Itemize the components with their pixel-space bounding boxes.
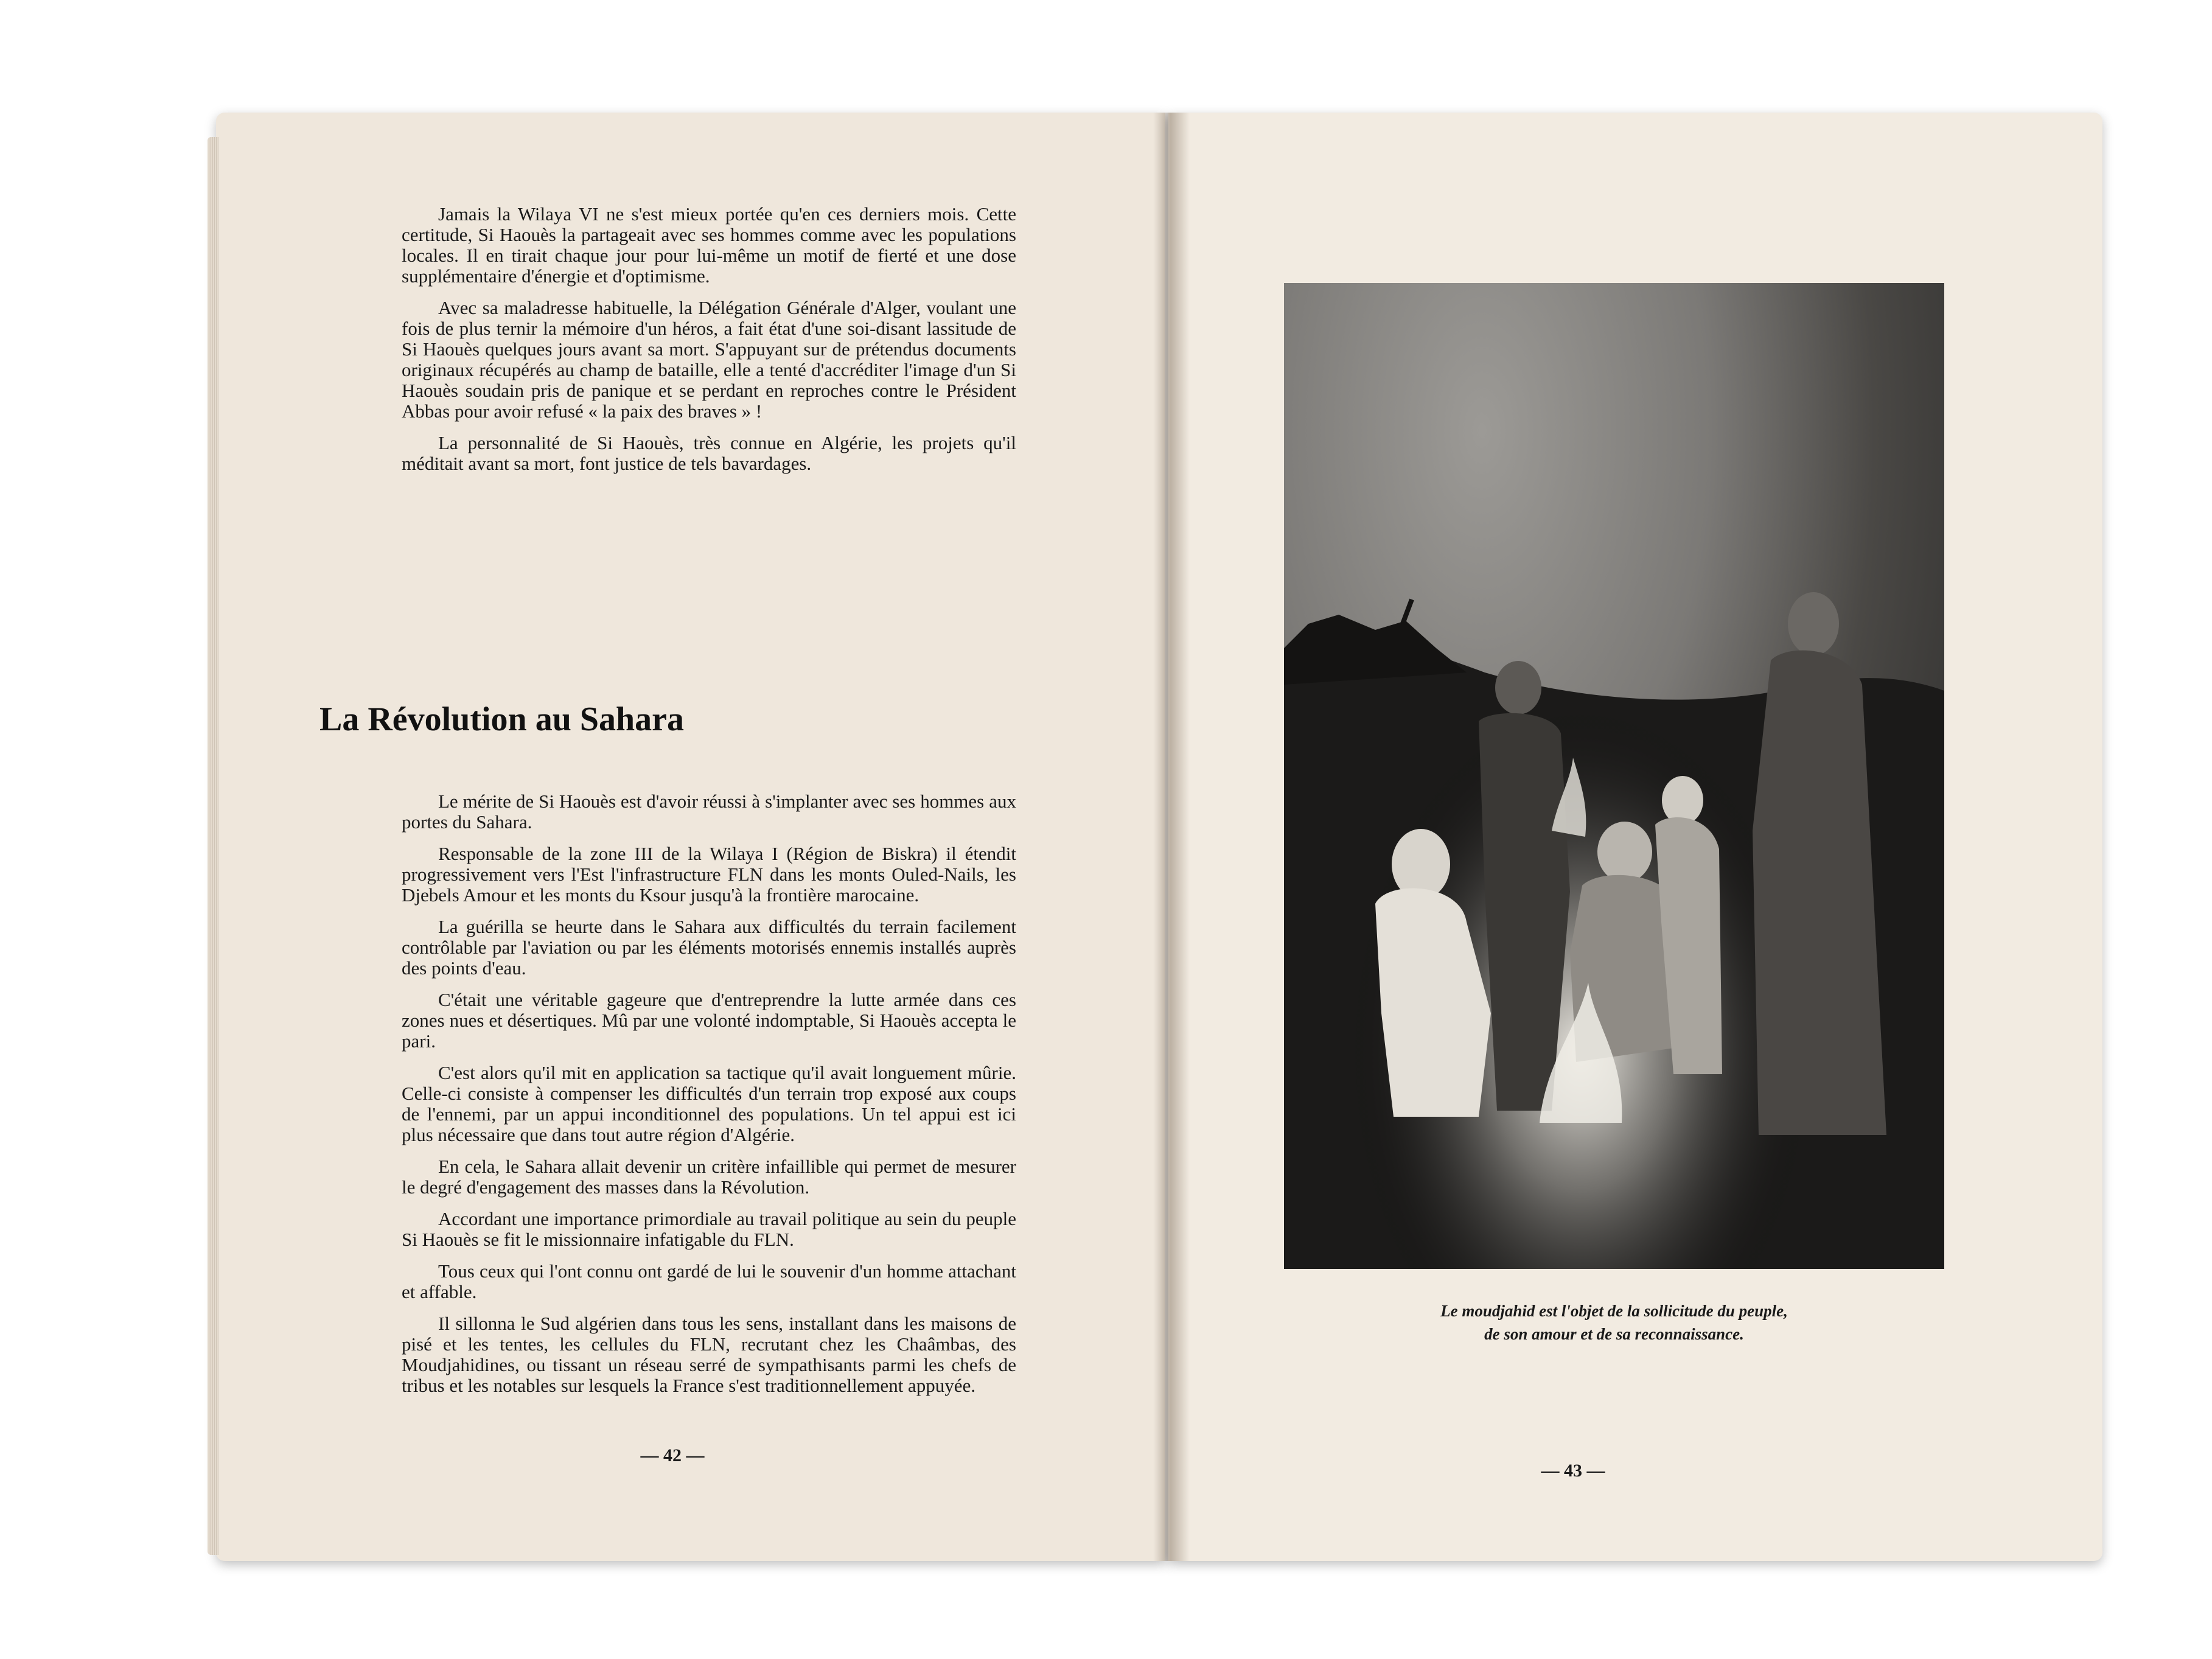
paragraph: Jamais la Wilaya VI ne s'est mieux portée qu'en ces derniers mois. Cette certitude, Si Haouès la partageait avec ses hommes comme avec les populations locales. Il en tirait chaque jour pour lui-même un motif de fierté et une dose supplémentaire d'énergie et d'optimisme. [402, 203, 1016, 287]
paragraph: Le mérite de Si Haouès est d'avoir réussi à s'implanter avec ses hommes aux portes du Sahara. [402, 791, 1016, 833]
paragraph: En cela, le Sahara allait devenir un critère infaillible qui permet de mesurer le degré d'engagement des masses dans la Révolution. [402, 1156, 1016, 1198]
photo-caption [1296, 1299, 1932, 1346]
section-text-block [402, 791, 1016, 1407]
page-number: — 42 — [640, 1445, 705, 1465]
caption-line: de son amour et de sa reconnaissance. [1484, 1325, 1744, 1343]
paragraph: Tous ceux qui l'ont connu ont gardé de lui le souvenir d'un homme attachant et affable. [402, 1260, 1016, 1302]
page-edges [208, 137, 218, 1555]
caption-line: Le moudjahid est l'objet de la sollicitude du peuple, [1440, 1302, 1788, 1320]
right-page [1168, 113, 2102, 1561]
paragraph: La personnalité de Si Haouès, très connue en Algérie, les projets qu'il méditait avant sa mort, font justice de tels bavardages. [402, 432, 1016, 474]
campfire-photo-illustration [1284, 283, 1944, 1269]
paragraph: Il sillonna le Sud algérien dans tous les sens, installant dans les maisons de pisé et les tentes, les cellules du FLN, recrutant chez les Chaâmbas, des Moudjahidines, ou tissant un réseau serré de sympathisants parmi les chefs de tribus et les notables sur lesquels la France s'est traditionnellement appuyée. [402, 1313, 1016, 1396]
campfire-photo [1284, 283, 1944, 1269]
top-text-block [402, 204, 1016, 485]
section-title: La Révolution au Sahara [319, 700, 684, 738]
paragraph: Accordant une importance primordiale au travail politique au sein du peuple Si Haouès se fit le missionnaire infatigable du FLN. [402, 1208, 1016, 1250]
paragraph: C'était une véritable gageure que d'entreprendre la lutte armée dans ces zones nues et désertiques. Mû par une volonté indomptable, Si Haouès accepta le pari. [402, 989, 1016, 1052]
paragraph: Responsable de la zone III de la Wilaya I (Région de Biskra) il étendit progressivement vers l'Est l'infrastructure FLN dans les monts Ouled-Nails, les Djebels Amour et les monts du Ksour jusqu'à la frontière marocaine. [402, 843, 1016, 906]
open-booklet [216, 113, 2102, 1561]
paragraph: La guérilla se heurte dans le Sahara aux difficultés du terrain facilement contrôlable par l'aviation ou par les éléments motorisés ennemis installés auprès des points d'eau. [402, 916, 1016, 979]
paragraph: C'est alors qu'il mit en application sa tactique qu'il avait longuement mûrie. Celle-ci consiste à compenser les difficultés d'un terrain trop exposé aux coups de l'ennemi, par un appui inconditionnel des populations. Un tel appui est ici plus nécessaire que dans tout autre région d'Algérie. [402, 1062, 1016, 1145]
left-page [216, 113, 1165, 1561]
book-gutter [1153, 113, 1190, 1561]
paragraph: Avec sa maladresse habituelle, la Délégation Générale d'Alger, voulant une fois de plus ternir la mémoire d'un héros, a fait état d'une soi-disant lassitude de Si Haouès quelques jours avant sa mort. S'appuyant sur de prétendus documents originaux récupérés au champ de bataille, elle a tenté d'accréditer l'image d'un Si Haouès soudain pris de panique et se perdant en reproches contre le Président Abbas pour avoir refusé « la paix des braves » ! [402, 297, 1016, 422]
page-number: — 43 — [1541, 1461, 1605, 1481]
